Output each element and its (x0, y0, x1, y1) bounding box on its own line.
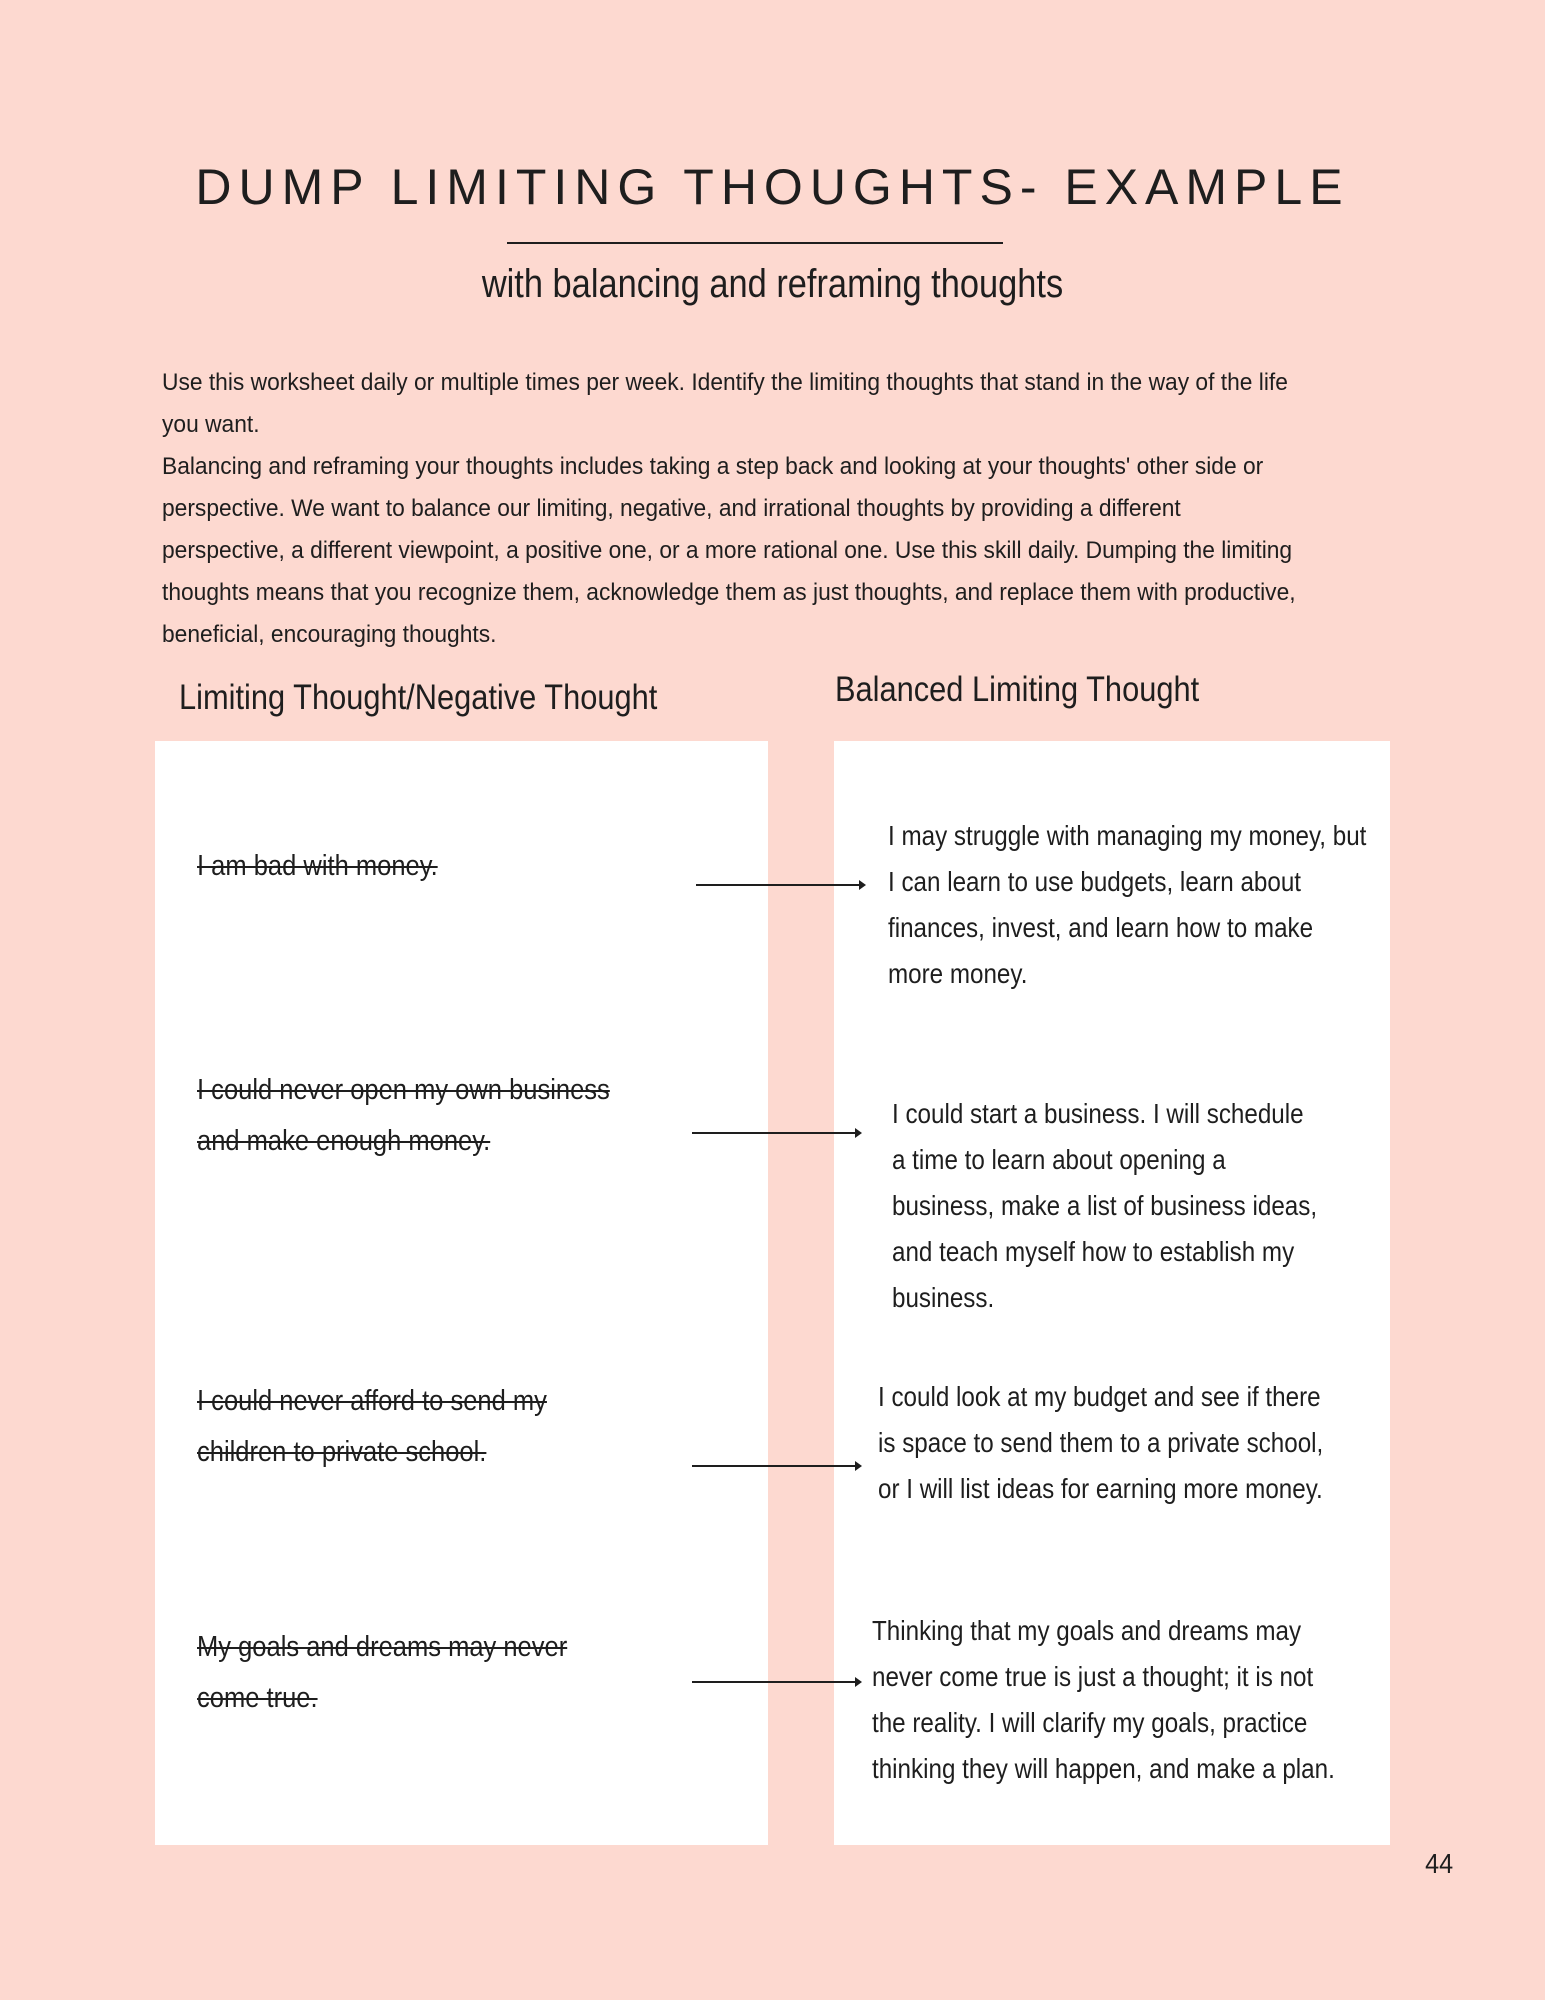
limiting-thought (197, 841, 438, 892)
intro-paragraph: Balancing and reframing your thoughts includes taking a step back and looking at your thoughts' other side or perspective. We want to balance our limiting, negative, and irrational thoughts by providing a different perspective, a different viewpoint, a positive one, or a more rational one. Use this skill daily. Dumping the limiting thoughts means that you recognize them, acknowledge them as just thoughts, and replace them with productive, beneficial, encouraging thoughts. (162, 453, 1296, 648)
intro-paragraph: Use this worksheet daily or multiple times per week. Identify the limiting thoughts that stand in the way of the life you want. (162, 369, 1288, 438)
balanced-thought-line: never come true is just a thought; it is not (872, 1661, 1314, 1692)
limiting-thought-line: I could never afford to send my (197, 1385, 547, 1417)
limiting-thought-line: My goals and dreams may never (197, 1631, 568, 1663)
arrow-icon (696, 884, 864, 886)
arrow-icon (692, 1465, 860, 1467)
balanced-thought-line: I could look at my budget and see if there (878, 1381, 1321, 1412)
balanced-thought (878, 1374, 1323, 1512)
balanced-thought (888, 813, 1366, 997)
balanced-thought-line: thinking they will happen, and make a plan. (872, 1753, 1335, 1784)
balanced-thought-line: finances, invest, and learn how to make (888, 912, 1314, 943)
limiting-thought-line: I am bad with money. (197, 850, 438, 882)
limiting-column-heading: Limiting Thought/Negative Thought (179, 678, 658, 717)
intro-text (162, 362, 1297, 656)
limiting-thought-line: I could never open my own business (197, 1074, 610, 1106)
balanced-thought (892, 1091, 1317, 1321)
page-number: 44 (1424, 1848, 1453, 1879)
limiting-thought (197, 1622, 567, 1724)
title-divider (507, 242, 1003, 244)
balanced-thought-line: a time to learn about opening a (892, 1144, 1226, 1175)
balanced-thought-line: I could start a business. I will schedule (892, 1098, 1304, 1129)
balanced-thought-line: and teach myself how to establish my (892, 1236, 1295, 1267)
limiting-thought (197, 1376, 547, 1478)
arrow-icon (692, 1681, 860, 1683)
balanced-thought-line: more money. (888, 958, 1028, 989)
balanced-thought-line: is space to send them to a private school, (878, 1427, 1324, 1458)
balanced-thought-line: or I will list ideas for earning more money. (878, 1473, 1323, 1504)
limiting-thought-line: and make enough money. (197, 1125, 491, 1157)
balanced-thought-line: business. (892, 1282, 995, 1313)
page-title: DUMP LIMITING THOUGHTS- EXAMPLE (195, 159, 1350, 215)
balanced-thought-line: the reality. I will clarify my goals, practice (872, 1707, 1308, 1738)
arrow-icon (692, 1132, 860, 1134)
balanced-thought-line: business, make a list of business ideas, (892, 1190, 1318, 1221)
balanced-thought-line: Thinking that my goals and dreams may (872, 1615, 1302, 1646)
limiting-thought-line: come true. (197, 1682, 318, 1714)
balanced-thought-line: I can learn to use budgets, learn about (888, 866, 1302, 897)
balanced-thought (872, 1608, 1335, 1792)
balanced-column-heading: Balanced Limiting Thought (835, 670, 1200, 709)
balanced-thought-line: I may struggle with managing my money, but (888, 820, 1367, 851)
page-subtitle: with balancing and reframing thoughts (481, 262, 1064, 306)
limiting-thought (197, 1065, 610, 1167)
limiting-thought-line: children to private school. (197, 1436, 487, 1468)
